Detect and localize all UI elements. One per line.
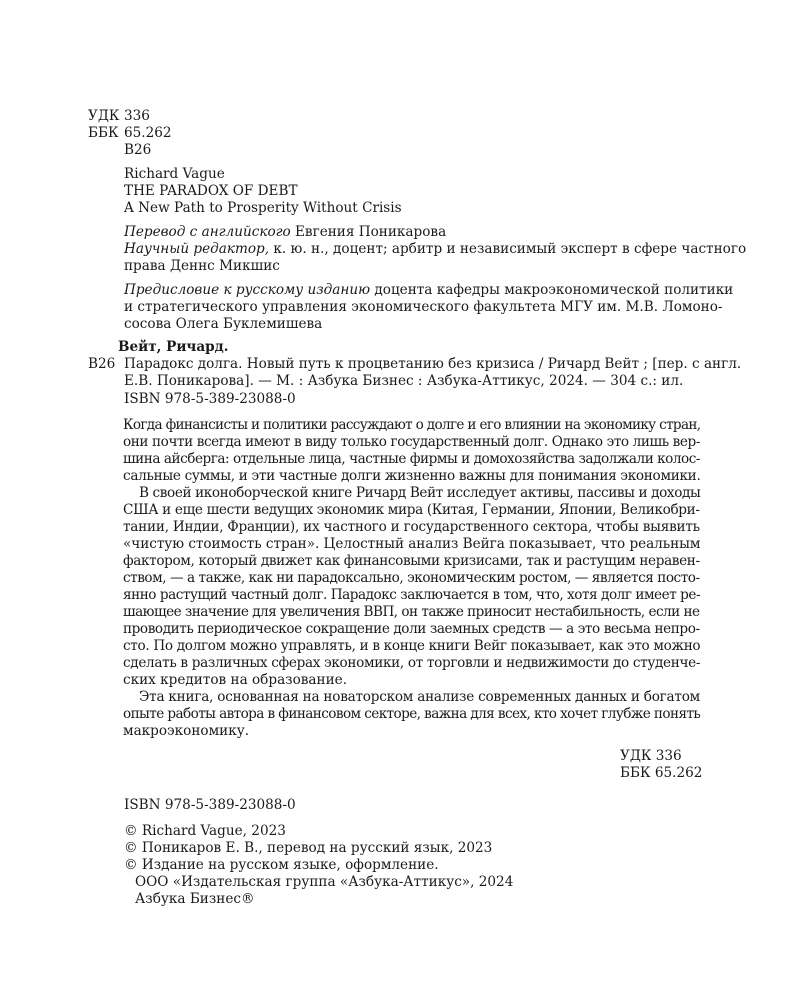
udk-value: 336 [124, 108, 150, 124]
preface-line3: сосова Олега Буклемишева [124, 316, 323, 332]
abstract-p2-line: сто. По долгом можно управлять, и в конце книги Вейг показывает, как это можно [123, 638, 701, 654]
bbk-label: ББК [88, 125, 119, 141]
abstract-p2-line: янно растущий частный долг. Парадокс заключается в том, что, хотя долг имеет ре- [123, 587, 701, 603]
bbk-value: 65.262 [124, 125, 172, 141]
translation-label: Перевод с английского [124, 224, 291, 240]
author-mark: В26 [124, 142, 152, 158]
abstract-p2-line: шающее значение для увеличения ВВП, он также приносит нестабильность, если не [123, 604, 700, 620]
bottom-bbk: ББК 65.262 [620, 765, 703, 781]
translation-name: Евгения Поникарова [290, 224, 447, 240]
original-title: THE PARADOX OF DEBT [124, 183, 298, 199]
original-author: Richard Vague [124, 166, 225, 182]
copyright-line-5: Азбука Бизнес® [135, 891, 255, 907]
copyright-line-1: © Richard Vague, 2023 [124, 823, 286, 839]
translation-credit [124, 224, 446, 241]
abstract-p2-line: фактором, который движет как финансовыми кризисами, так и растущим неравен- [123, 553, 700, 569]
catalog-line2: Е.В. Поникарова]. — М. : Азбука Бизнес : Азбука-Аттикус, 2024. — 304 с.: ил. [124, 373, 684, 389]
preface-line2: и стратегического управления экономического факультета МГУ им. М.В. Ломоно- [124, 299, 723, 315]
abstract-p3-line: Эта книга, основанная на новаторском анализе современных данных и богатом [139, 689, 700, 705]
abstract-p3-line: макроэкономику. [123, 723, 250, 739]
abstract-p2-line: США и еще шести ведущих экономик мира (Китая, Германии, Японии, Великобри- [123, 502, 700, 518]
udk-label: УДК [88, 108, 120, 124]
abstract-p2-line: ских кредитов на образование. [123, 672, 348, 688]
abstract-p1-line: сальные суммы, и эти частные долги жизненно важны для понимания экономики. [123, 468, 701, 484]
catalog-line1: Парадокс долга. Новый путь к процветанию без кризиса / Ричард Вейт ; [пер. с англ. [124, 356, 742, 372]
copyright-line-3: © Издание на русском языке, оформление. [124, 857, 439, 873]
abstract-p1-line: Когда финансисты и политики рассуждают о долге и его влиянии на экономику стран, [123, 417, 701, 433]
copyright-line-2: © Поникаров Е. В., перевод на русский язык, 2023 [124, 840, 493, 856]
isbn-bottom: ISBN 978-5-389-23088-0 [124, 797, 296, 813]
editor-line2: права Деннс Микшис [124, 258, 280, 274]
catalog-mark: В26 [88, 356, 116, 372]
original-subtitle: A New Path to Prosperity Without Crisis [124, 200, 402, 216]
preface-label: Предисловие к русскому изданию [124, 282, 371, 298]
editor-label: Научный редактор, [124, 241, 270, 257]
abstract-p2-line: «чистую стоимость стран». Целостный анализ Вейга показывает, что реальным [123, 536, 701, 552]
catalog-author-heading: Вейт, Ричард. [118, 339, 229, 355]
abstract-p2-line: сделать в различных сферах экономики, от торговли и недвижимости до студенче- [123, 655, 701, 671]
editor-line1: к. ю. н., доцент; арбитр и независимый эксперт в сфере частного [269, 241, 747, 257]
preface-credit [124, 282, 733, 299]
abstract-paragraph-2 [123, 485, 700, 689]
copyright-line-4: ООО «Издательская группа «Азбука-Аттикус», 2024 [135, 874, 514, 890]
catalog-isbn: ISBN 978-5-389-23088-0 [124, 391, 296, 407]
abstract-p1-line: они почти всегда имеют в виду только государственный долг. Однако это лишь вер- [123, 434, 701, 450]
abstract-paragraph-1 [123, 417, 700, 485]
abstract-p2-line: ством, — а также, как ни парадоксально, экономическим ростом, — является посто- [123, 570, 700, 586]
abstract-p3-line: опыте работы автора в финансовом секторе, важна для всех, кто хочет глубже понять [123, 706, 701, 722]
abstract-p2-line: В своей иконоборческой книге Ричард Вейт исследует активы, пассивы и доходы [139, 485, 701, 501]
abstract-p2-line: проводить периодическое сокращение доли заемных средств — а это весьма непро- [123, 621, 700, 637]
preface-line1: доцента кафедры макроэкономической политики [370, 282, 734, 298]
abstract-paragraph-3 [123, 689, 700, 740]
abstract-p2-line: тании, Индии, Франции), их частного и государственного сектора, чтобы выявить [123, 519, 700, 535]
editor-credit [124, 241, 746, 258]
bottom-udk: УДК 336 [620, 748, 682, 764]
abstract-p1-line: шина айсберга: отдельные лица, частные фирмы и домохозяйства задолжали колос- [123, 451, 701, 467]
